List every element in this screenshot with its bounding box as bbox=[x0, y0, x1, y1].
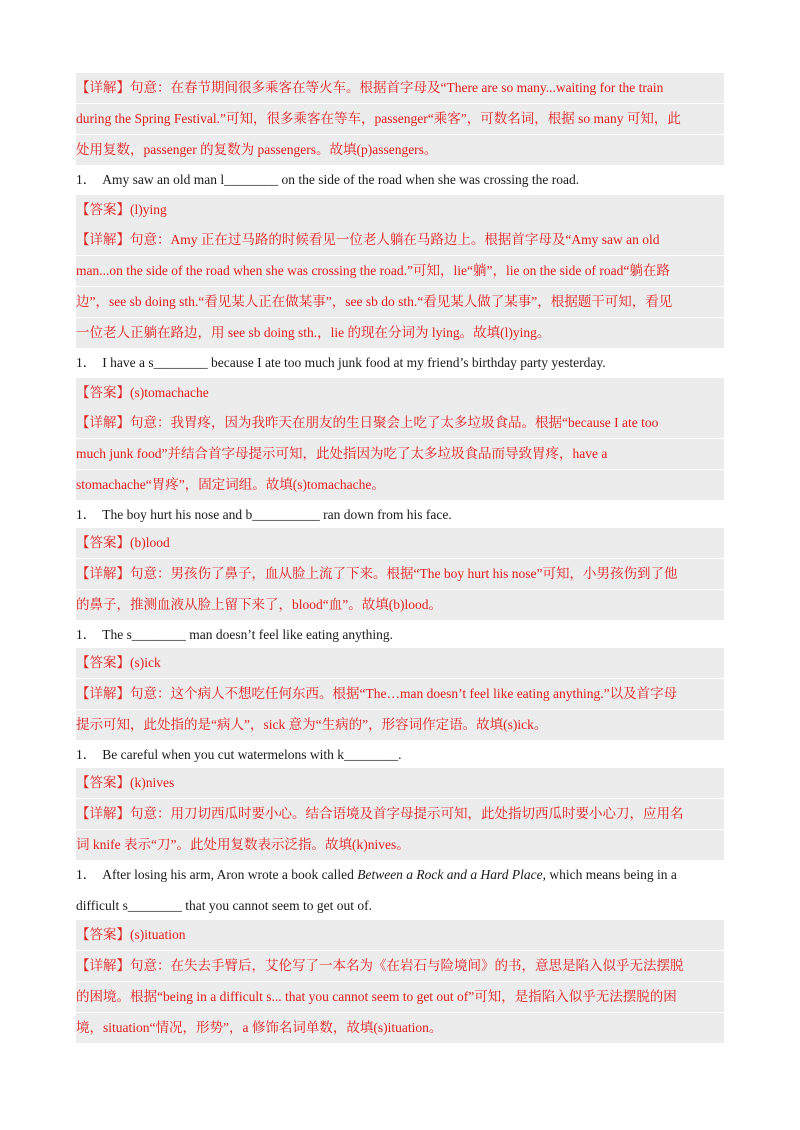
explanation-line: 【详解】句意：在失去手臂后，艾伦写了一本名为《在岩石与险境间》的书，意思是陷入似乎无法摆脱 bbox=[76, 951, 724, 981]
answer-line: 【答案】(b)lood bbox=[76, 528, 724, 558]
answer-line: 【答案】(s)tomachache bbox=[76, 378, 724, 408]
question-text: on the side of the road when she was crossing the road. bbox=[278, 172, 580, 187]
question-number: 1． bbox=[76, 172, 97, 187]
explanation-line: 【详解】句意：用刀切西瓜时要小心。结合语境及首字母提示可知，此处指切西瓜时要小心刀，应用名 bbox=[76, 799, 724, 829]
question-number: 1． bbox=[76, 747, 97, 762]
explanation-line: during the Spring Festival.”可知，很多乘客在等车，passenger“乘客”，可数名词，根据 so many 可知，此 bbox=[76, 104, 724, 134]
answer-blank: __________ bbox=[252, 507, 320, 522]
question-text: ran down from his face. bbox=[319, 507, 452, 522]
question-text: . bbox=[398, 747, 402, 762]
answer-blank: ________ bbox=[127, 898, 182, 913]
explanation-line: 一位老人正躺在路边，用 see sb doing sth.，lie 的现在分词为 lying。故填(l)ying。 bbox=[76, 318, 724, 348]
answer-line: 【答案】(s)ick bbox=[76, 648, 724, 678]
explanation-line: 【详解】句意：这个病人不想吃任何东西。根据“The…man doesn’t feel like eating anything.”以及首字母 bbox=[76, 679, 724, 709]
question-line bbox=[76, 620, 724, 650]
explanation-line: 提示可知，此处指的是“病人”，sick 意为“生病的”，形容词作定语。故填(s)ick。 bbox=[76, 710, 724, 740]
explanation-line: 【详解】句意：我胃疼，因为我昨天在朋友的生日聚会上吃了太多垃圾食品。根据“because I ate too bbox=[76, 408, 724, 438]
question-text: Be careful when you cut watermelons with k bbox=[102, 747, 345, 762]
explanation-line: 的鼻子，推测血液从脸上留下来了，blood“血”。故填(b)lood。 bbox=[76, 590, 724, 620]
answer-blank: ________ bbox=[344, 747, 399, 762]
question-line bbox=[76, 348, 724, 378]
question-text: The boy hurt his nose and b bbox=[102, 507, 253, 522]
question-line bbox=[76, 860, 724, 890]
question-line bbox=[76, 500, 724, 530]
question-line bbox=[76, 165, 724, 195]
answer-line: 【答案】(l)ying bbox=[76, 195, 724, 225]
explanation-line: 词 knife 表示“刀”。此处用复数表示泛指。故填(k)nives。 bbox=[76, 830, 724, 860]
question-number: 1． bbox=[76, 507, 97, 522]
question-number: 1． bbox=[76, 355, 97, 370]
question-text: I have a s bbox=[102, 355, 154, 370]
explanation-line: 【详解】句意：在春节期间很多乘客在等火车。根据首字母及“There are so many...waiting for the train bbox=[76, 73, 724, 103]
book-title: Between a Rock and a Hard Place bbox=[357, 867, 543, 882]
question-text: difficult s bbox=[76, 898, 128, 913]
question-text: After losing his arm, Aron wrote a book called bbox=[102, 867, 358, 882]
explanation-line: man...on the side of the road when she was crossing the road.”可知，lie“躺”，lie on the side of road“躺在路 bbox=[76, 256, 724, 286]
question-number: 1． bbox=[76, 627, 97, 642]
answer-line: 【答案】(k)nives bbox=[76, 768, 724, 798]
explanation-line: 边”，see sb doing sth.“看见某人正在做某事”，see sb do sth.“看见某人做了某事”，根据题干可知，看见 bbox=[76, 287, 724, 317]
question-text: , which means being in a bbox=[542, 867, 677, 882]
question-text: because I ate too much junk food at my friend’s birthday party yesterday. bbox=[207, 355, 606, 370]
question-text: Amy saw an old man l bbox=[102, 172, 225, 187]
answer-blank: ________ bbox=[224, 172, 279, 187]
explanation-line: 的困境。根据“being in a difficult s... that you cannot seem to get out of”可知，是指陷入似乎无法摆脱的困 bbox=[76, 982, 724, 1012]
answer-blank: ________ bbox=[153, 355, 208, 370]
explanation-line: stomachache“胃疼”，固定词组。故填(s)tomachache。 bbox=[76, 470, 724, 500]
answer-line: 【答案】(s)ituation bbox=[76, 920, 724, 950]
answer-blank: ________ bbox=[131, 627, 186, 642]
question-text: man doesn’t feel like eating anything. bbox=[185, 627, 393, 642]
question-text: The s bbox=[102, 627, 132, 642]
question-line bbox=[76, 740, 724, 770]
question-line bbox=[76, 891, 724, 921]
question-text: that you cannot seem to get out of. bbox=[181, 898, 372, 913]
explanation-line: 处用复数，passenger 的复数为 passengers。故填(p)assengers。 bbox=[76, 135, 724, 165]
explanation-line: 【详解】句意：Amy 正在过马路的时候看见一位老人躺在马路边上。根据首字母及“Amy saw an old bbox=[76, 225, 724, 255]
explanation-line: 【详解】句意：男孩伤了鼻子，血从脸上流了下来。根据“The boy hurt his nose”可知，小男孩伤到了他 bbox=[76, 559, 724, 589]
explanation-line: much junk food”并结合首字母提示可知，此处指因为吃了太多垃圾食品而导致胃疼，have a bbox=[76, 439, 724, 469]
explanation-line: 境，situation“情况，形势”，a 修饰名词单数，故填(s)ituation。 bbox=[76, 1013, 724, 1043]
question-number: 1． bbox=[76, 867, 97, 882]
